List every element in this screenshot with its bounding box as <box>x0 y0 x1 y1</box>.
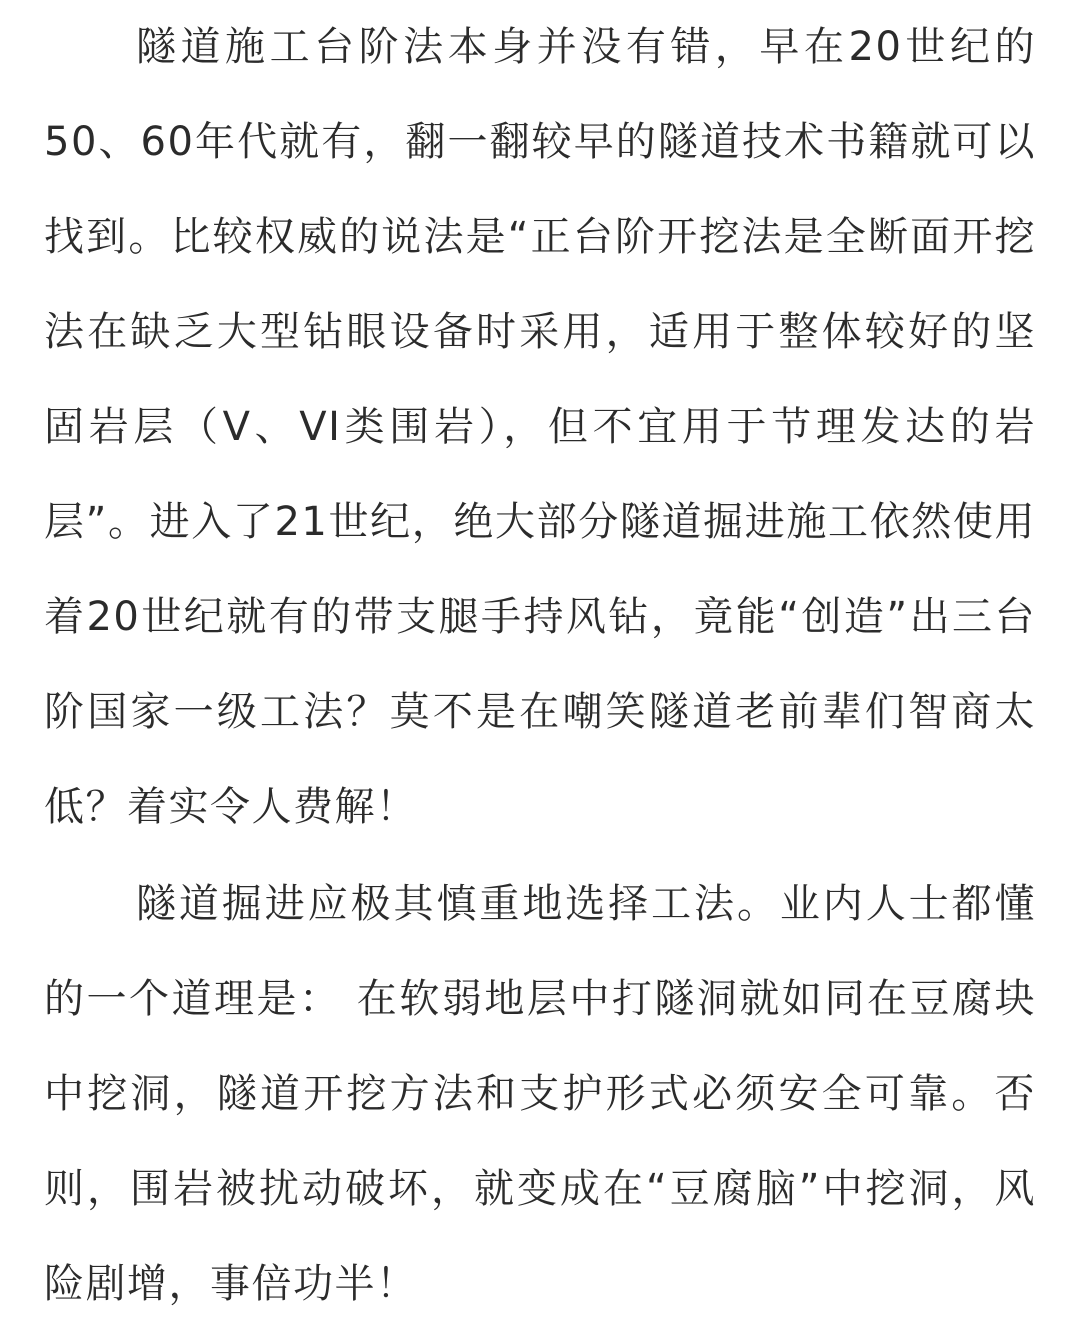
paragraph-line: 则，围岩被扰动破坏，就变成在“豆腐脑”中挖洞，风 <box>44 1166 1036 1212</box>
paragraph-line: 隧道施工台阶法本身并没有错，早在20世纪的 <box>136 24 1036 70</box>
paragraph-line: 着20世纪就有的带支腿手持风钻，竟能“创造”出三台 <box>44 594 1036 640</box>
paragraph-tunnel-bench-method <box>44 0 1036 855</box>
paragraph-line: 法在缺乏大型钻眼设备时采用，适用于整体较好的坚 <box>44 309 1036 355</box>
paragraph-line: 险剧增，事倍功半！ <box>44 1261 418 1307</box>
paragraph-line: 阶国家一级工法？莫不是在嘲笑隧道老前辈们智商太 <box>44 689 1036 735</box>
paragraph-line: 的一个道理是： 在软弱地层中打隧洞就如同在豆腐块 <box>44 976 1036 1022</box>
paragraph-line: 50、60年代就有，翻一翻较早的隧道技术书籍就可以 <box>44 119 1036 165</box>
paragraph-excavation-method-choice <box>44 857 1036 1332</box>
paragraph-line: 找到。比较权威的说法是“正台阶开挖法是全断面开挖 <box>44 214 1036 260</box>
paragraph-line: 低？着实令人费解！ <box>44 784 418 830</box>
paragraph-line: 层”。进入了21世纪，绝大部分隧道掘进施工依然使用 <box>44 499 1036 545</box>
paragraph-line: 中挖洞，隧道开挖方法和支护形式必须安全可靠。否 <box>44 1071 1036 1117</box>
paragraph-line: 隧道掘进应极其慎重地选择工法。业内人士都懂 <box>136 881 1036 927</box>
paragraph-line: 固岩层（V、VI类围岩），但不宜用于节理发达的岩 <box>44 404 1036 450</box>
